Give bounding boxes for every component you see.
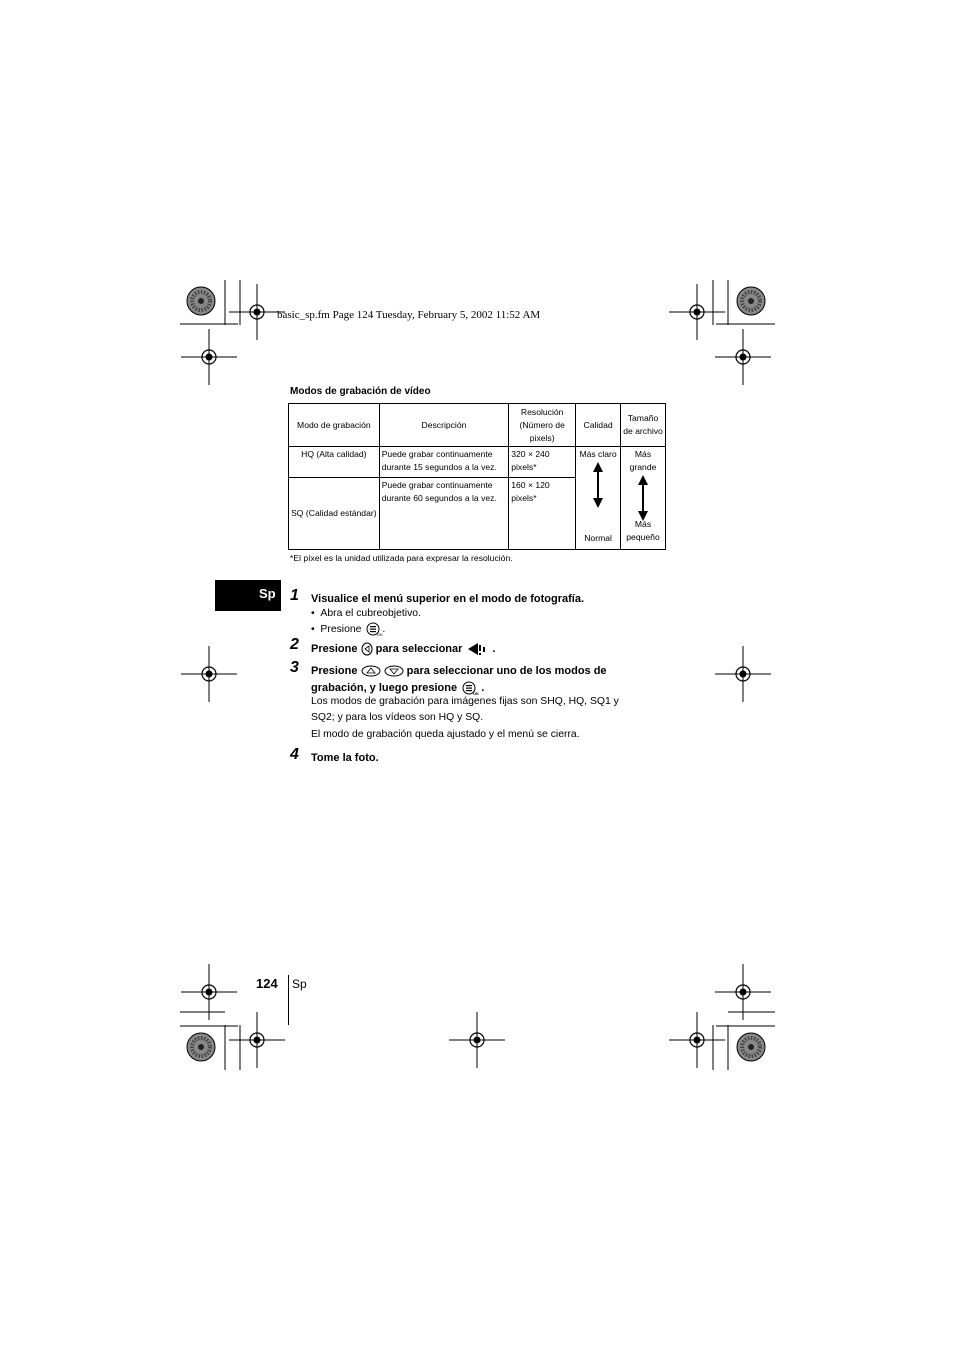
bullet-item: • Presione OK . [311,623,386,637]
description-cell: Puede grabar continuamente durante 15 segundos a la vez. [379,447,509,478]
step-title: Visualice el menú superior en el modo de fotografía. [311,593,585,605]
section-title: Modos de grabación de vídeo [290,386,431,397]
footer-language: Sp [292,977,307,991]
resolution-cell: 320 × 240 pixels* [509,447,576,478]
step-title: Presione para seleccionar . [311,642,496,655]
movie-mode-icon [468,642,490,656]
quality-bottom: Normal [584,533,612,543]
color-target-icon [187,1033,215,1061]
size-cell [621,447,666,550]
ok-menu-button-icon [462,681,478,695]
language-tab: Sp [215,580,281,611]
color-target-icon [187,287,215,315]
color-target-icon [737,287,765,315]
table-row [289,447,666,478]
mode-cell: HQ (Alta calidad) [289,447,380,478]
step-number: 4 [290,746,299,763]
mode-cell: SQ (Calidad estándar) [289,477,380,549]
arrow-down-button-icon [384,665,404,677]
footer-divider [288,975,289,1025]
recording-modes-table [288,403,666,550]
bullet-item: • Abra el cubreobjetivo. [311,608,421,619]
col-header-description: Descripción [379,404,509,447]
ok-menu-button-icon [366,622,382,636]
step-number: 1 [290,587,299,604]
step-number: 2 [290,636,299,653]
step-title-continued: grabación, y luego presione OK . [311,681,485,696]
step-title: Tome la foto. [311,752,379,764]
size-top: Más grande [629,449,657,472]
page-number: 124 [256,976,278,991]
col-header-mode: Modo de grabación [289,404,380,447]
arrow-left-button-icon [361,642,373,656]
size-bottom: Más pequeño [626,519,660,542]
quality-cell [576,447,621,550]
step-paragraph: SQ2; y para los vídeos son HQ y SQ. [311,712,484,723]
footnote: *El píxel es la unidad utilizada para expresar la resolución. [290,553,513,563]
col-header-resolution: Resolución (Número de pixels) [509,404,576,447]
double-arrow-icon [591,462,605,508]
svg-text:OK: OK [473,691,480,696]
description-cell: Puede grabar continuamente durante 60 segundos a la vez. [379,477,509,549]
file-header: basic_sp.fm Page 124 Tuesday, February 5, 2002 11:52 AM [277,309,541,321]
step-paragraph: Los modos de grabación para imágenes fijas son SHQ, HQ, SQ1 y [311,696,619,707]
double-arrow-icon [636,475,650,521]
step-number: 3 [290,659,299,676]
col-header-size: Tamaño de archivo [621,404,666,447]
step-title: Presione para seleccionar uno de los modos de [311,665,607,677]
step-paragraph: El modo de grabación queda ajustado y el menú se cierra. [311,729,580,740]
arrow-up-button-icon [361,665,381,677]
color-target-icon [737,1033,765,1061]
svg-text:OK: OK [377,632,384,637]
col-header-quality: Calidad [576,404,621,447]
quality-top: Más claro [579,449,617,459]
resolution-cell: 160 × 120 pixels* [509,477,576,549]
